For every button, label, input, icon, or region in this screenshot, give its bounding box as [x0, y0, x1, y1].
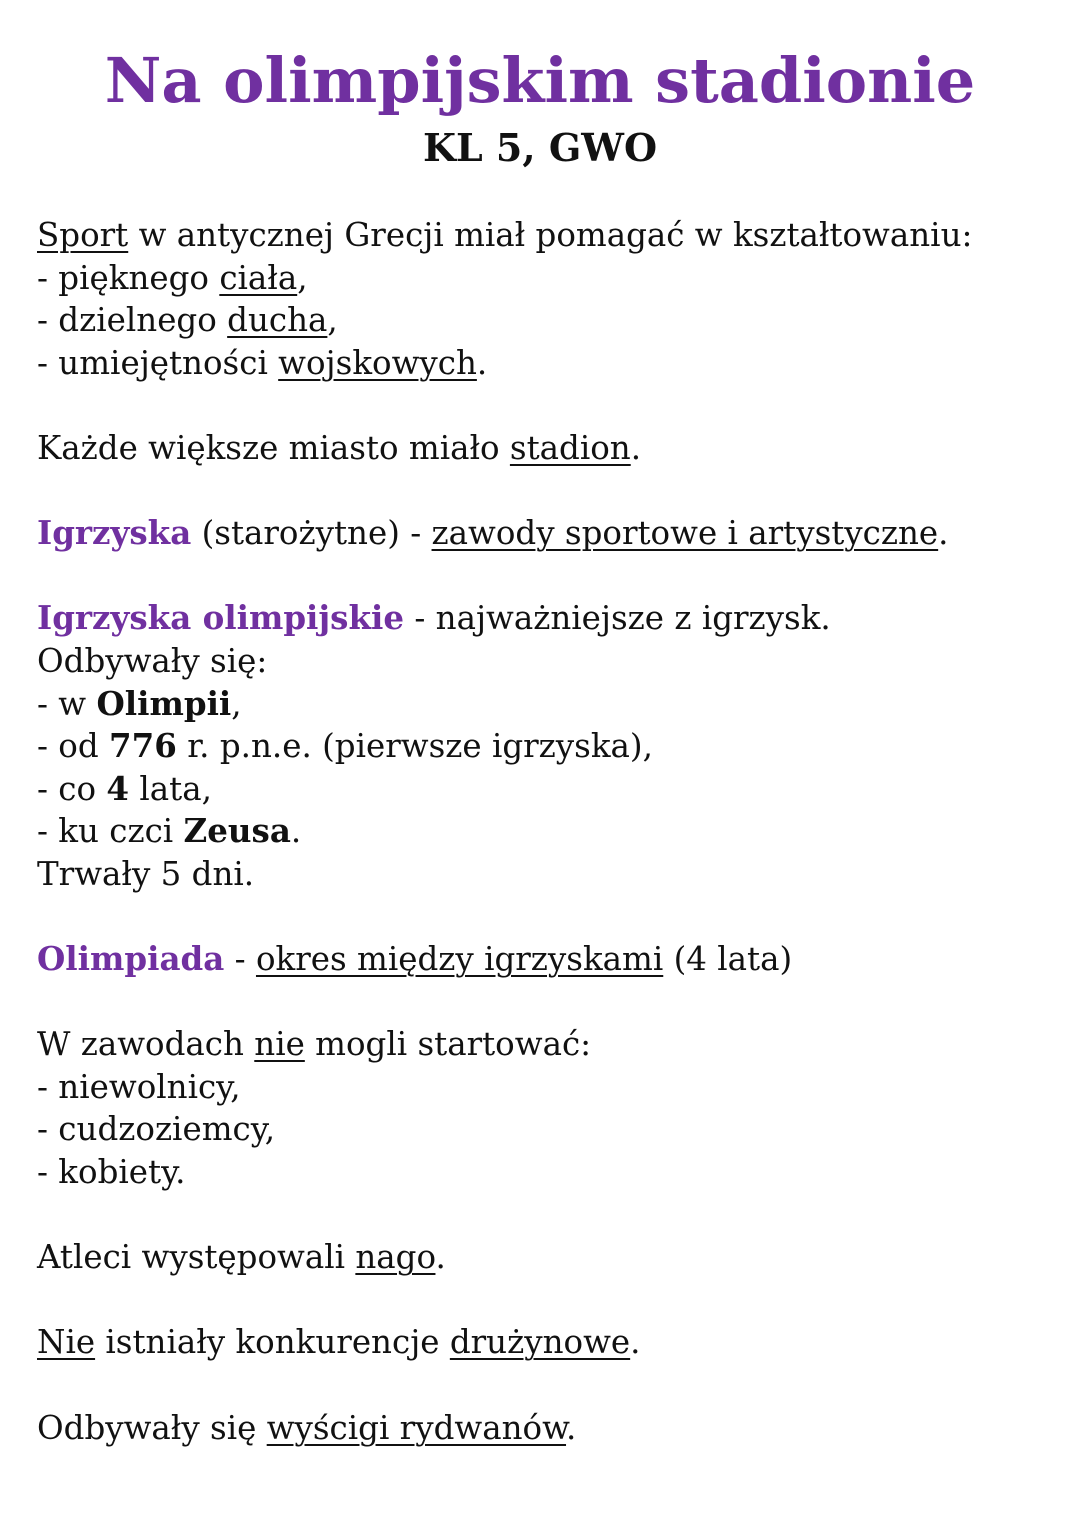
term-igrzyska: Igrzyska	[37, 513, 192, 553]
term-igrzyska-olimpijskie: Igrzyska olimpijskie	[37, 598, 405, 638]
races-line: Odbywały się wyścigi rydwanów.	[37, 1408, 577, 1447]
sport-word: Sport	[37, 216, 129, 254]
term-olimpiada: Olimpiada	[37, 939, 225, 979]
note-content	[37, 214, 1080, 1449]
list-item: - co 4 lata,	[37, 768, 212, 808]
page-subtitle: KL 5, GWO	[422, 125, 658, 170]
page-title: Na olimpijskim stadionie	[104, 44, 976, 117]
list-item: - cudzoziemcy,	[37, 1110, 276, 1149]
excluded-intro: W zawodach nie mogli startować:	[37, 1025, 592, 1064]
list-item: - niewolnicy,	[37, 1067, 241, 1106]
teams-line: Nie istniały konkurencje drużynowe.	[37, 1323, 641, 1362]
list-item: - w Olimpii,	[37, 683, 242, 723]
olympics-intro: Odbywały się:	[37, 641, 268, 680]
list-item: - dzielnego ducha,	[37, 301, 338, 340]
sport-line: Sport w antycznej Grecji miał pomagać w kształtowaniu:	[37, 216, 973, 254]
list-item: - od 776 r. p.n.e. (pierwsze igrzyska),	[37, 726, 653, 766]
games-definition: Igrzyska (starożytne) - zawody sportowe i artystyczne.	[37, 513, 949, 553]
olympics-definition: Igrzyska olimpijskie - najważniejsze z igrzysk.	[37, 598, 831, 638]
list-item: - umiejętności wojskowych.	[37, 343, 488, 382]
olympics-duration: Trwały 5 dni.	[37, 854, 255, 893]
list-item: - pięknego ciała,	[37, 258, 308, 297]
athletes-line: Atleci występowali nago.	[37, 1238, 446, 1277]
list-item: - ku czci Zeusa.	[37, 811, 302, 851]
list-item: - kobiety.	[37, 1153, 186, 1192]
stadium-line: Każde większe miasto miało stadion.	[37, 428, 642, 467]
olympiad-definition: Olimpiada - okres między igrzyskami (4 lata)	[37, 939, 793, 979]
